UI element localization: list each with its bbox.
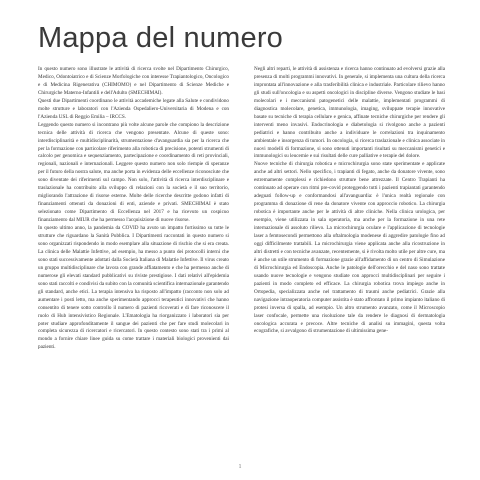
page-title: Mappa del numero (38, 22, 284, 54)
paragraph: In questo numero sono illustrate le attività di ricerca svolte nel Dipartimento Chirurgico, Medico, Odontoiatrico e di Scienze Morfologiche con interesse Trapiantologico, Oncologico e di Medicina Rigenerativa (CHIMOMO) e nel Dipartimento di Scienze Mediche e Chirurgiche Materno-Infantili e dell'Adulto (SMECHIMAI). (38, 66, 229, 96)
paragraph: Questi due Dipartimenti coordinano le attività accademiche legate alla Salute e condividono molte strutture e laboratori con l'Azienda Ospedaliero-Universitaria di Modena e con l'Azienda USL di Reggio Emilia – IRCCS. (38, 97, 229, 120)
left-text-column (38, 66, 229, 462)
paragraph: Nuove tecniche di chirurgia robotica e microchirurgia sono state sperimentate e applicate anche ad altri settori. Nello specifico, i trapianti di fegato, anche da donatore vivente, sono estremamente complessi e richiedono strutture bene attrezzate. Il Centro Trapianti ha continuato ad operare con ritmi pre-covid proteggendo tutti i pazienti trapiantati garantendo adeguati follow-up e conformandosi all'avanguardia: è l'unica realtà regionale con programma di donazione di rene da donatore vivente con approccio robotico. La chirurgia robotica è importante anche per le attività di altre cliniche. Nella clinica urologica, per esempio, viene utilizzata in sala operatoria, ma anche per la formazione in una rete internazionale di assoluto rilievo. La microchirurgia oculare e l'applicazione di tecnologie laser a femtosecondi permettono alla oftalmologia modenese di aggredire patologie fino ad oggi difficilmente trattabili. La microchirurgia viene applicata anche alla ricostruzione in altri distretti e con tecniche avanzate, recentemente, si è rivolta molto utile per altre cure, ma è anche un utile strumento di formazione grazie all'affidamento di un centro di Simulazione di Microchirurgia ed Endoscopia. Anche le patologie dell'orecchio e del naso sono trattate usando nuove tecnologie e vengono studiate con approcci multidisciplinari per seguire i pazienti in modo completo ed efficace. La chirurgia robotica trova impiego anche in Ortopedia, specializzata anche nel trattamento di traumi anche pediatrici. Grazie alla navigazione intraoperatoria computer assistita è stato affrontato il primo impianto italiano di protesi inversa di spalla, ad esempio. Un altro strumento avanzato, come il Microscopio laser confocale, permette una risoluzione tale da rendere le diagnosi di dermatologia oncologica accurata e precoce. Altre tecniche di analisi su immagini, questa volta ecografiche, si avvalgono di strumentazione di ultimissima gene- (254, 161, 445, 335)
paragraph: Leggendo questo numero si incontrano più volte alcune parole che compiono la descrizione tecnica delle attività di ricerca che vengono presentate. Alcune di queste sono: interdisciplinarità e multidisciplinarità, strumentazione d'avanguardia sia per la ricerca che per la formazione con particolare riferimento alla robotica di precisione, potenti strumenti di calcolo per genomica e sequenziamento, partecipazione e coordinamento di reti provinciali, regionali, nazionali e internazionali. Leggere questo numero non solo riempie di speranze per il futuro della nostra salute, ma anche porta in evidenza delle eccellenze riconosciute che sono diventate dei riferimenti sul campo. Non solo, l'attività di ricerca interdisciplinare e traslazionale ha contribuito alla sviluppo di relazioni con la società e il suo territorio, migliorando l'attrazione di risorse esterne. Molte delle ricerche descritte godono infatti di finanziamenti ottenuti da donazioni di enti, aziende e privati. SMECHIMAI è stato selezionato come Dipartimento di Eccellenza nel 2017 e ha ricevuto un cospicuo finanziamento dal MIUR che ha permesso l'acquisizione di nuove risorse. (38, 121, 229, 224)
paragraph: In questo ultimo anno, la pandemia da COVID ha avuto un impatto fortissimo su tutte le strutture che riguardano la Sanità Pubblica. I Dipartimenti raccontati in questo numero si sono organizzati rispondendo in modo esemplare alla situazione di rischio che si era creata. La clinica delle Malattie Infettive, ad esempio, ha messo a punto dei protocolli interni che sono stati successivamente adottati dalla Società Italiana di Malattie Infettive. Il virus creato un gruppo multidisciplinare che lavora con grande affiatamento e che ha permesso anche di numerose gli elevati standard pubblicativi su riviste prestigiose. I dati relativi all'epidemia sono stati raccolti e condivisi da subito con la comunità scientifica internazionale garantendo gli standard, anche etici. La terapia intensiva ha risposto all'impatto (racconto non solo ad aumentare i posti letto, ma anche sperimentando approcci terapeutici innovativi che hanno consentito di tenere sotto controllo il numero di pazienti ricoverati e di fare riconoscere il ruolo di Hub intensivistico Regionale. L'Ematologia ha riorganizzato i laboratori sia per poter studiare approfonditamente il sangue dei pazienti che per fare studi molecolari in completa sicurezza di ricercatori e ricercatori. In questo contesto sono stati tra i primi al mondo a fornire chiare linee guida su come trattare i materiali biologici provenienti dai pazienti. (38, 225, 229, 351)
right-text-column (254, 66, 445, 462)
paragraph: Negli altri reparti, le attività di assistenza e ricerca hanno continuato ad evolversi grazie alla presenza di molti programmi innovativi. In generale, si implementa una cultura della ricerca improntata all'innovazione e alla trasferibilità clinica e industriale. Particolare rilievo hanno gli studi sull'oncologia e su aspetti oncologici in discipline diverse. Vengono studiate le basi molecolari e i meccanismi patogenetici delle malattie, implementati programmi di diagnostica molecolare, genetica, immunologia, imaging, sviluppate terapie innovative basate su tecniche di terapia cellulare e genica, affinate tecniche chirurgiche per rendere gli interventi meno invasivi. Endocrinologia e diabetologia si rivolgono anche a pazienti pediatrici e hanno contribuito anche a individuare le correlazioni tra inquinamento ambientale e insorgenza di tumori. In oncologia, si ricerca traslazionale e clinica associate in nuovi modelli di formazione, si sono ottenuti importanti risultati su meccanismi genetici e immunologici su leucemie e sui risultati delle cure palliative e terapie del dolore. (254, 66, 445, 160)
page-number: 1 (238, 464, 242, 470)
